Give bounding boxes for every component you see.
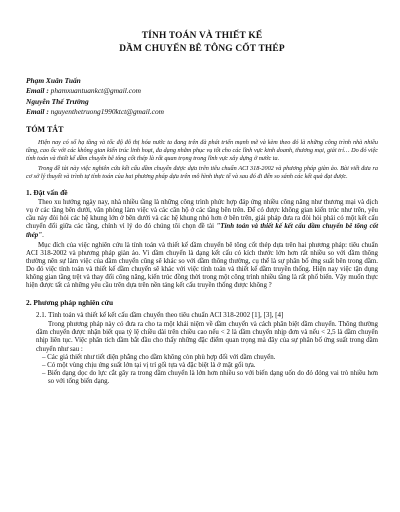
email-label: Email :	[26, 106, 49, 116]
author-block	[26, 76, 378, 116]
author-email	[26, 86, 378, 96]
body-paragraph: Mục đích của việc nghiên cứu là tính toán và thiết kế dầm chuyển bê tông cốt thép dựa trên hai phương pháp: tiêu chuẩn ACI 318-2002 và phương pháp giàn ảo. Vì dầm chuyển là dạng kết cấu có kích thước lớn hơn rất nhiều so với dầm thông thường nên sự làm việc của dầm chuyển cũng sẽ khác so với dầm thông thường, cụ thể là sự phân bố ứng suất bên trong dầm. Do đó việc tính toán và thiết kế dầm chuyển sẽ khác với việc tính toán và thiết kế dầm truyền thống. Hiện nay việc tận dụng không gian tầng trệt và thay đổi công năng, kiến trúc đồng thời trong một công trình nhiều tầng là rất phổ biến. Vậy muốn thực hiện được tất cả những yêu cầu trên dựa trên nền tảng kết cấu truyền thống được không ?	[26, 241, 378, 290]
abstract-paragraph: Trong đề tài này việc nghiên cứu kết cấu dầm chuyển được dựa trên tiêu chuẩn ACI 318-2002 và phương pháp giàn ảo. Bài viết đưa ra cơ sở lý thuyết và trình tự tính toán của hai phương pháp dựa trên mô hình thực tế và sau đó đi đến so sánh các kết quả đạt được.	[26, 165, 378, 181]
title-line-2: DẦM CHUYỂN BÊ TÔNG CỐT THÉP	[119, 44, 285, 54]
body-paragraph	[26, 199, 378, 240]
list-item: – Biến dạng dọc do lực cắt gây ra trong dầm chuyển là lớn hơn nhiều so với biến dạng uốn do đó đóng vai trò nhiều hơn so với tổng biến dạng.	[42, 369, 378, 386]
section-heading: 2. Phương pháp nghiên cứu	[26, 297, 114, 307]
email-address: nguyenthetruong1990ktct@gmail.com	[50, 106, 164, 116]
paragraph-text: Theo xu hướng ngày nay, nhà nhiều tầng là những công trình phức hợp đáp ứng nhiều công năng như thương mại và dịch vụ ở các tầng bên dưới, văn phòng làm việc và các căn hộ ở các tầng bên trên. Để có được không gian kiến trúc như trên, yêu cầu này đòi hỏi các hệ khung lớn ở bên dưới và các hệ khung nhỏ hơn ở bên trên, giải pháp đưa ra đòi hỏi phải có một kết cấu chuyển đổi giữa các tầng, chính vì lý do đó chúng tôi chọn đề tài	[26, 198, 378, 231]
paper-title	[26, 30, 378, 56]
email-address: phamxuantuankct@gmail.com	[50, 85, 141, 95]
list-item: – Có một vùng chịu ứng suất lớn tại vị trí gối tựa và đặc biệt là ở mặt gối tựa.	[42, 361, 256, 369]
subsection-heading: 2.1. Tính toán và thiết kế kết cấu dầm chuyển theo tiêu chuẩn ACI 318-2002 [1], [3], [4]	[36, 310, 284, 319]
email-label: Email :	[26, 85, 49, 95]
title-line-1: TÍNH TOÁN VÀ THIẾT KẾ	[141, 31, 263, 41]
paragraph-text: .	[42, 231, 44, 239]
author-name: Nguyễn Thế Trường	[26, 97, 89, 107]
abstract-heading: TÓM TẮT	[26, 125, 64, 135]
author-name: Phạm Xuân Tuấn	[26, 76, 81, 85]
abstract-paragraph: Hiện nay có số hạ tầng và tốc độ đô thị hóa nước ta đang trên đà phát triển mạnh mẽ và kèm theo đó là những công trình nhà nhiều tầng, cao ốc với các không gian kiến trúc linh hoạt, đa dạng nhằm phục vụ tốt cho các lĩnh vực kinh doanh, thương mại, giải trí… Do đó việc tính toán và thiết kế dầm chuyển bê tông cốt thép là rất quan trọng trong lĩnh vực xây dựng ở nước ta.	[26, 139, 378, 162]
list-item: – Các giả thiết như tiết diện phẳng cho dầm không còn phù hợp đối với dầm chuyển.	[42, 353, 276, 361]
body-paragraph: Trong phương pháp này có đưa ra cho ta một khái niệm về dầm chuyển và cách phân biệt dầm chuyển. Thông thường dầm chuyển được nhận biết qua tỷ lệ chiều dài trên chiều cao nếu < 2 là dầm chuyển nhịp đơn và nếu < 2,5 là dầm chuyển nhịp liên tục. Việc phân tích dầm bắt đầu cho thấy những đặc điểm quan trọng mà đây của sự phân bố ứng suất trong dầm chuyển như sau :	[36, 321, 378, 353]
emphasized-topic: "Tính toán và thiết kế kết cấu dầm chuyển bê tông cốt thép"	[26, 223, 378, 239]
author-email	[26, 107, 378, 117]
section-heading: 1. Đặt vấn đề	[26, 187, 68, 197]
